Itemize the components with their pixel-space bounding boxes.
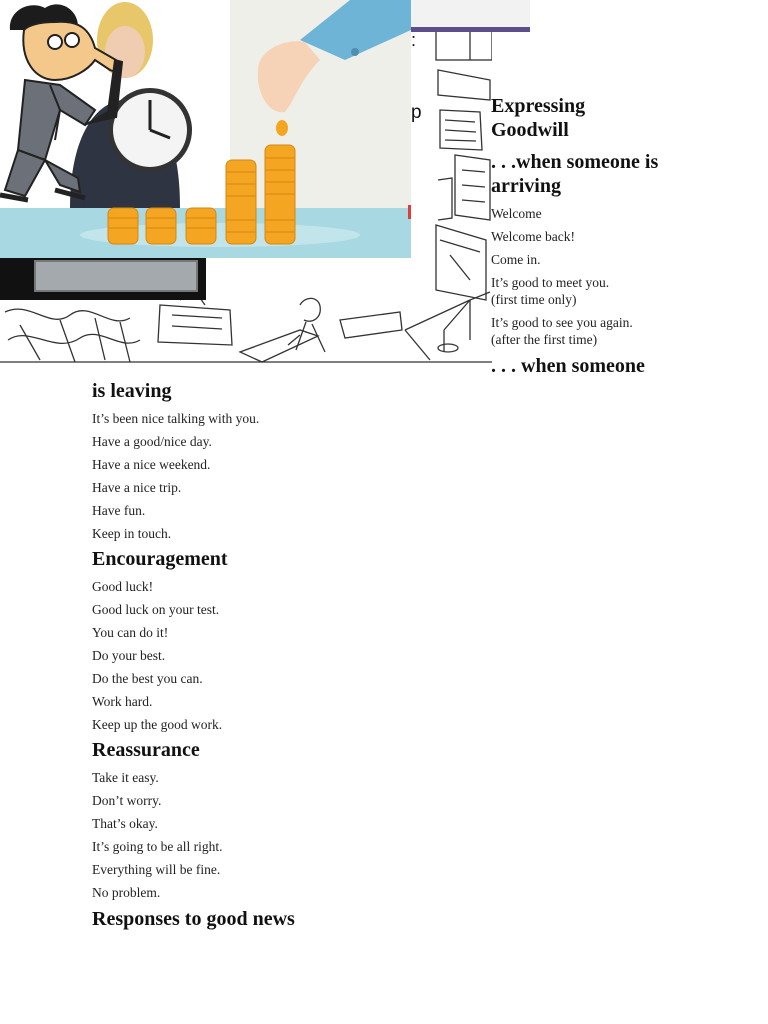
list-item: That’s okay.: [92, 816, 158, 831]
colon-fragment: :: [411, 30, 417, 50]
list-item: Have fun.: [92, 503, 146, 518]
leaving-list: [92, 410, 259, 548]
list-item: No problem.: [92, 885, 161, 900]
good-news-heading: Responses to good news: [92, 908, 295, 930]
arriving-heading: . . .when someone is arriving: [491, 151, 659, 197]
list-item: Take it easy.: [92, 770, 159, 785]
list-item: Have a good/nice day.: [92, 434, 212, 449]
list-item: It’s going to be all right.: [92, 839, 223, 854]
again-line-1: It’s good to see you again.: [491, 315, 633, 330]
leaving-heading-part1: . . . when someone: [491, 355, 645, 377]
list-item: Do your best.: [92, 648, 166, 663]
again-line-2: (after the first time): [491, 332, 598, 347]
cartoon-businessman-illustration: [0, 0, 130, 205]
list-item: Work hard.: [92, 694, 153, 709]
leaving-heading-part2: is leaving: [92, 380, 172, 402]
encouragement-list: [92, 578, 222, 739]
list-item: Don’t worry.: [92, 793, 162, 808]
reassurance-list: [92, 769, 223, 907]
list-item: Have a nice weekend.: [92, 457, 211, 472]
list-item: Good luck!: [92, 579, 154, 594]
list-item: It’s been nice talking with you.: [92, 411, 260, 426]
reassurance-heading: Reassurance: [92, 739, 200, 761]
list-item: Do the best you can.: [92, 671, 203, 686]
list-item: Everything will be fine.: [92, 862, 221, 877]
list-item: Keep up the good work.: [92, 717, 223, 732]
list-item: Welcome: [491, 206, 542, 221]
list-item: Good luck on your test.: [92, 602, 220, 617]
list-item: Have a nice trip.: [92, 480, 182, 495]
encouragement-heading: Encouragement: [92, 548, 228, 570]
meet-line-2: (first time only): [491, 292, 577, 307]
page-title: Expressing Goodwill: [491, 95, 586, 141]
p-fragment: p: [411, 102, 422, 123]
accent-bar: [411, 0, 530, 32]
list-item: Come in.: [491, 252, 541, 267]
list-item: You can do it!: [92, 625, 169, 640]
list-item: Welcome back!: [491, 229, 575, 244]
red-mark: [408, 205, 411, 219]
meet-line-1: It’s good to meet you.: [491, 275, 610, 290]
list-item: Keep in touch.: [92, 526, 172, 541]
arriving-list: [491, 205, 575, 274]
dark-photo-fragment: [0, 258, 206, 300]
